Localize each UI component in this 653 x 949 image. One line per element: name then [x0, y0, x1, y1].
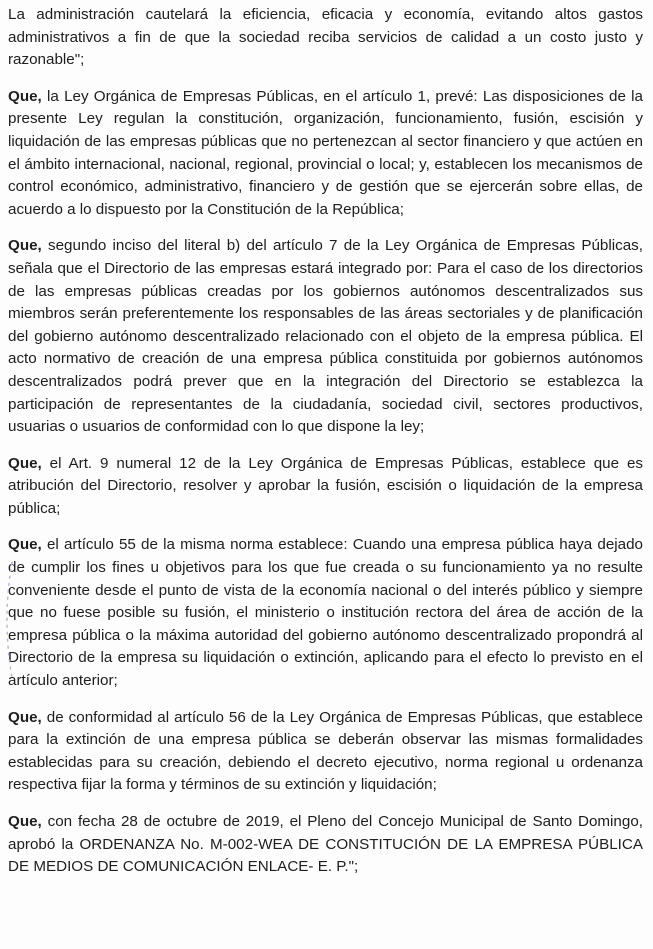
paragraph-text: segundo inciso del literal b) del artículo 7 de la Ley Orgánica de Empresas Públicas, señala que el Directorio de las empresas estará integrado por: Para el caso de los directorios de las empresas públicas creadas por los gobiernos autónomos descentralizados sus miembros serán preferentemente los responsables de las áreas sectoriales y de planificación del gobierno autónomo descentralizado relacionado con el objeto de la empresa pública. El acto normativo de creación de una empresa pública constituida por gobiernos autónomos descentralizados podrá prever que en la integración del Directorio se establezca la participación de representantes de la ciudadanía, sociedad civil, sectores productivos, usuarias o usuarios de conformidad con lo que dispone la ley;	[8, 237, 643, 436]
paragraph-lead: Que,	[8, 813, 42, 830]
paragraph-lead: Que,	[8, 87, 42, 105]
paragraph-lead: Que,	[8, 708, 42, 726]
paragraph-text: con fecha 28 de octubre de 2019, el Pleno del Concejo Municipal de Santo Domingo, aprobó la ORDENANZA No. M-002-WEA DE CONSTITUCIÓN DE LA EMPRESA PÚBLICA DE MEDIOS DE COMUNICACIÓN ENLACE- E. P.";	[8, 813, 643, 876]
paragraph-ley-articulo-9	[8, 453, 643, 521]
paragraph-ley-articulo-55	[8, 534, 643, 692]
paragraph-ley-articulo-56	[8, 707, 643, 797]
paragraph-text: el artículo 55 de la misma norma establece: Cuando una empresa pública haya dejado de cumplir los fines u objetivos para los que fue creada o su funcionamiento ya no resulte conveniente desde el punto de vista de la economía nacional o del interés público y siempre que no fuese posible su fusión, el ministerio o institución rectora del área de acción de la empresa pública o la máxima autoridad del gobierno autónomo descentralizado propondrá al Directorio de la empresa su liquidación o extinción, aplicando para el efecto lo previsto en el artículo anterior;	[8, 536, 643, 690]
paragraph-continuation	[8, 4, 643, 72]
paragraph-text: La administración cautelará la eficiencia, eficacia y economía, evitando altos gastos administrativos a fin de que la sociedad reciba servicios de calidad a un costo justo y razonable";	[8, 6, 643, 69]
paragraph-text: el Art. 9 numeral 12 de la Ley Orgánica de Empresas Públicas, establece que es atribución del Directorio, resolver y aprobar la fusión, escisión o liquidación de la empresa pública;	[8, 454, 643, 517]
paragraph-ley-articulo-1	[8, 86, 643, 222]
paragraph-lead: Que,	[8, 237, 42, 255]
paragraph-ordenanza	[8, 811, 643, 879]
paragraph-ley-articulo-7	[8, 235, 643, 438]
paragraph-lead: Que,	[8, 454, 42, 472]
paragraph-text: la Ley Orgánica de Empresas Públicas, en el artículo 1, prevé: Las disposiciones de la presente Ley regulan la constitución, organización, funcionamiento, fusión, escisión y liquidación de las empresas públicas que no pertenezcan al sector financiero y que actúen en el ámbito internacional, nacional, regional, provincial o local; y, establecen los mecanismos de control económico, administrativo, financiero y de gestión que se ejercerán sobre ellas, de acuerdo a lo dispuesto por la Constitución de la República;	[8, 87, 643, 218]
paragraph-lead: Que,	[8, 536, 42, 554]
paragraph-text: de conformidad al artículo 56 de la Ley Orgánica de Empresas Públicas, que establece para la extinción de una empresa pública se deberán observar las mismas formalidades establecidas para su creación, debiendo el decreto ejecutivo, norma regional u ordenanza respectiva fijar la forma y términos de su extinción y liquidación;	[8, 708, 643, 794]
